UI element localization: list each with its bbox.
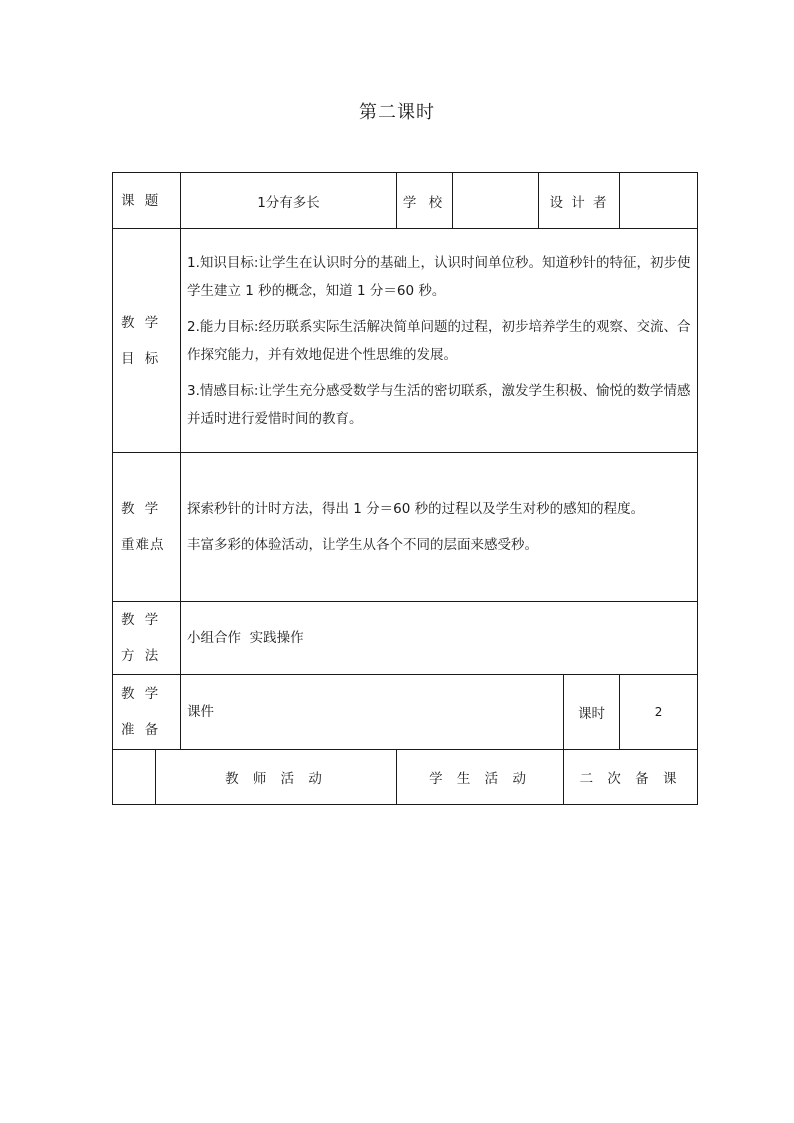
method-value: 小组合作 实践操作: [181, 602, 698, 675]
method-label: 教 学 方 法: [113, 602, 181, 675]
prep-value: 课件: [181, 675, 564, 750]
key-points-row: [113, 453, 698, 602]
activity-header-row: [113, 750, 698, 805]
prep-label: 教 学 准 备: [113, 675, 181, 750]
student-activity-header: 学 生 活 动: [397, 750, 564, 805]
goal-item: 1.知识目标:让学生在认识时分的基础上，认识时间单位秒。知道秒针的特征，初步使学生建立 1 秒的概念，知道 1 分＝60 秒。: [187, 254, 691, 299]
prep-row: [113, 675, 698, 750]
key-point-item: 丰富多彩的体验活动，让学生从各个不同的层面来感受秒。: [187, 537, 539, 553]
second-prep-header: 二 次 备 课: [564, 750, 698, 805]
method-row: [113, 602, 698, 675]
goals-row: [113, 229, 698, 453]
goals-label: 教 学 目 标: [113, 229, 181, 453]
key-points-content: [181, 453, 698, 602]
hours-value: 2: [620, 675, 698, 750]
key-point-item: 探索秒针的计时方法，得出 1 分＝60 秒的过程以及学生对秒的感知的程度。: [187, 501, 645, 517]
goals-content: [181, 229, 698, 453]
designer-label: 设 计 者: [539, 173, 620, 229]
page-title: 第二课时: [359, 102, 435, 123]
key-points-label: 教 学 重难点: [113, 453, 181, 602]
teacher-activity-header: 教 师 活 动: [156, 750, 397, 805]
hours-label: 课时: [564, 675, 620, 750]
school-label: 学 校: [397, 173, 453, 229]
topic-value: 1分有多长: [181, 173, 397, 229]
goal-item: 2.能力目标:经历联系实际生活解决简单问题的过程，初步培养学生的观察、交流、合作探究能力，并有效地促进个性思维的发展。: [187, 318, 691, 363]
topic-label: 课 题: [113, 173, 181, 229]
goal-item: 3.情感目标:让学生充分感受数学与生活的密切联系，激发学生积极、愉悦的数学情感并适时进行爱惜时间的教育。: [187, 382, 691, 427]
designer-value: [620, 173, 698, 229]
blank-cell: [113, 750, 156, 805]
topic-row: [113, 173, 698, 229]
school-value: [453, 173, 539, 229]
lesson-plan-table: [112, 172, 698, 805]
